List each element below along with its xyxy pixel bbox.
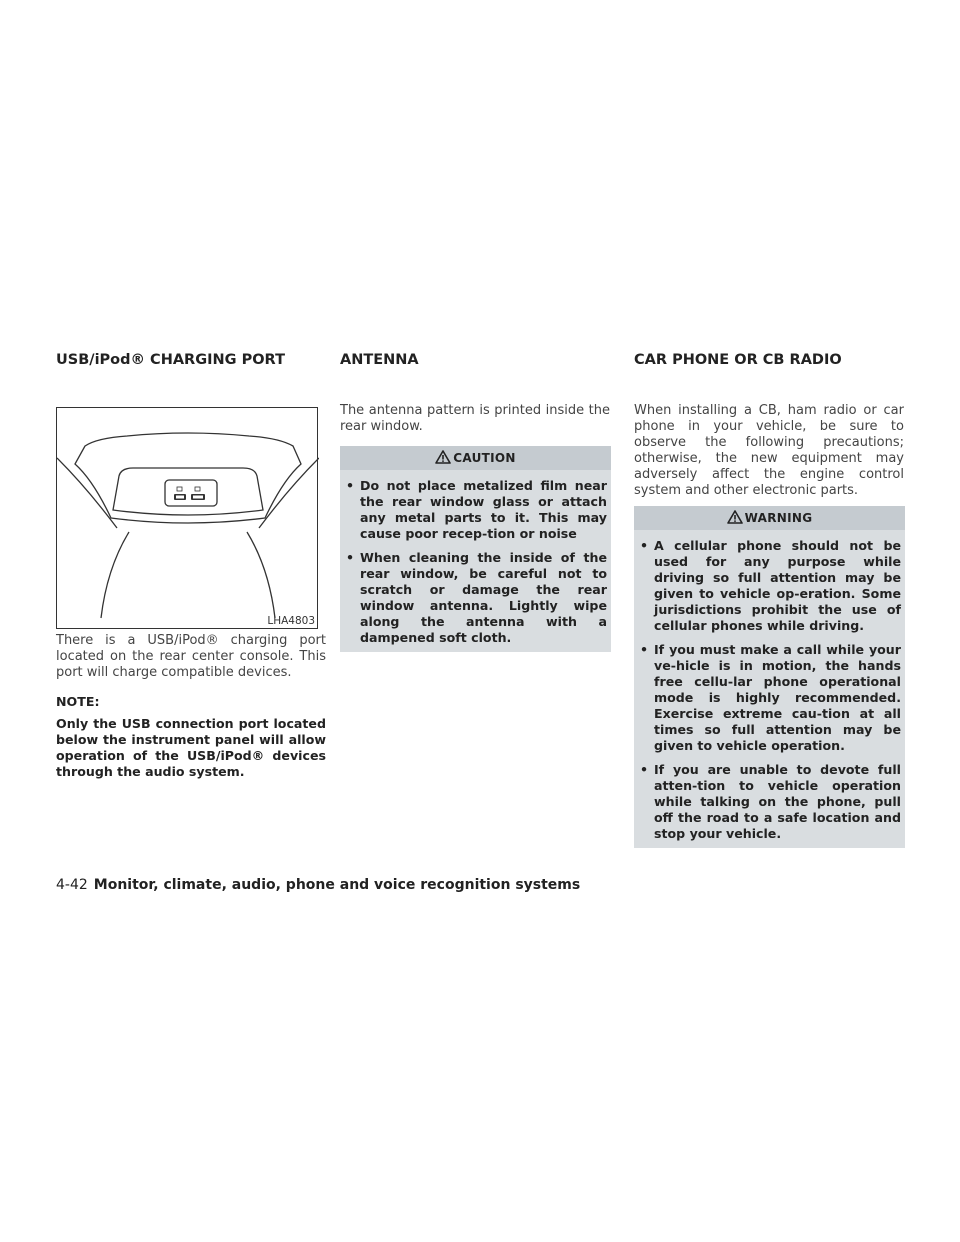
page-number: 4-42 [56,877,88,893]
caution-box [340,446,611,652]
bullet: • [640,538,649,553]
warning-box [634,506,905,848]
list-item: • When cleaning the inside of the rear window, be careful not to scratch or damage the rear window antenna. Lightly wipe along the antenna with a dampened soft cloth. [346,550,607,645]
list-item: • If you are unable to devote full atten-tion to vehicle operation while talking on the phone, pull off the road to a safe location and stop your vehicle. [640,762,901,841]
warning-triangle-icon [727,510,743,524]
list-item: • Do not place metalized film near the rear window glass or attach any metal parts to it. This may cause poor recep-tion or noise [346,478,607,541]
usb-description: There is a USB/iPod® charging port located on the rear center console. This port will charge compatible devices. [56,633,326,680]
warning-label: WARNING [744,511,813,525]
bullet: • [640,762,649,777]
warning-list [634,530,905,848]
bullet: • [346,478,355,493]
carphone-heading: CAR PHONE OR CB RADIO [634,352,842,368]
antenna-heading: ANTENNA [340,352,419,368]
usb-heading: USB/iPod® CHARGING PORT [56,352,285,368]
note-text: Only the USB connection port located below the instrument panel will allow operation of the USB/iPod® devices through the audio system. [56,716,326,779]
note-label: NOTE: [56,694,100,709]
page-footer [56,877,580,893]
list-item: • A cellular phone should not be used for any purpose while driving so full attention may be given to vehicle op-eration. Some jurisdictions prohibit the use of cellular phones while driving. [640,538,901,633]
usb-port-illustration [56,407,318,629]
antenna-description: The antenna pattern is printed inside the rear window. [340,403,610,434]
bullet: • [640,642,649,657]
carphone-description: When installing a CB, ham radio or car phone in your vehicle, be sure to observe the following precautions; otherwise, the new equipment may adversely affect the engine control system and other electronic parts. [634,403,904,498]
caution-label: CAUTION [453,451,516,465]
console-drawing [57,408,319,630]
caution-header [340,446,611,470]
caution-list [340,470,611,652]
warning-header [634,506,905,530]
chapter-title: Monitor, climate, audio, phone and voice recognition systems [93,877,581,893]
bullet: • [346,550,355,565]
figure-id-label: LHA4803 [267,615,315,627]
caution-triangle-icon [435,450,451,464]
list-item: • If you must make a call while your ve-hicle is in motion, the hands free cellu-lar phone operational mode is highly recommended. Exercise extreme cau-tion at all times so full attention may be given to vehicle operation. [640,642,901,753]
